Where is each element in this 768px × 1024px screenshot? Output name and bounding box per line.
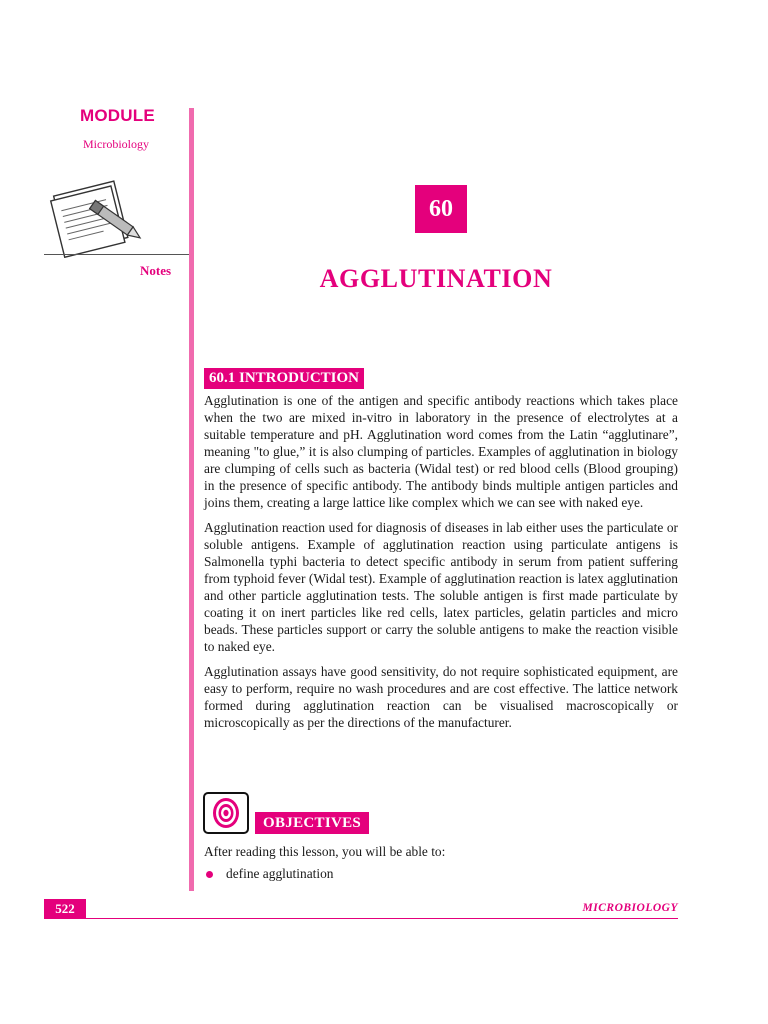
paragraph: Agglutination assays have good sensitivity, do not require sophisticated equipment, are easy to perform, require no wash procedures and are cost effective. The lattice network formed during agglutination reaction can be visualised macroscopically or microscopically as per the directions of the manufacturer. bbox=[204, 664, 678, 730]
footer-rule bbox=[86, 918, 678, 919]
objective-item: define agglutination bbox=[226, 866, 334, 881]
paragraph: Agglutination is one of the antigen and specific antibody reactions which takes place when the two are mixed in-vitro in laboratory in the presence of electrolytes at a suitable temperature and pH. Agglutination word comes from the Latin “agglutinare”, meaning "to glue,” it is also clumping of particles. Examples of agglutination in biology are clumping of cells such as bacteria (Widal test) or red blood cells (Blood grouping) in the presence of specific antibody. The antibody binds multiple antigen particles and joins them, creating a large lattice like complex which we can see with naked eye. bbox=[204, 393, 678, 510]
section-body bbox=[204, 392, 678, 739]
notes-divider bbox=[44, 254, 190, 255]
chapter-title: AGGLUTINATION bbox=[319, 264, 553, 293]
module-subject: Microbiology bbox=[83, 137, 149, 151]
chapter-number: 60 bbox=[415, 185, 467, 233]
objectives-intro: After reading this lesson, you will be able to: bbox=[204, 844, 446, 859]
section-heading: 60.1 INTRODUCTION bbox=[204, 368, 364, 389]
module-label: MODULE bbox=[80, 106, 155, 125]
margin-bar bbox=[189, 108, 194, 891]
target-icon bbox=[203, 792, 249, 834]
paragraph: Agglutination reaction used for diagnosis of diseases in lab either uses the particulate or soluble antigens. Example of agglutination reaction using particulate antigens is Salmonella typhi bacteria to detect specific antibody in serum from patient suffering from typhoid fever (Widal test). Example of agglutination reaction is latex agglutination and other particle agglutination tests. The soluble antigen is first made particulate by coating it on inert particles like red cells, latex particles, gelatin particles and micro beads. These particles support or carry the soluble antigens to make the reaction visible to naked eye. bbox=[204, 520, 678, 654]
page-number: 522 bbox=[44, 899, 86, 919]
notepad-pen-icon bbox=[40, 178, 150, 258]
notes-label: Notes bbox=[140, 263, 172, 278]
objectives-heading: OBJECTIVES bbox=[255, 812, 369, 834]
footer-subject: MICROBIOLOGY bbox=[582, 902, 678, 914]
bullet-icon bbox=[206, 871, 213, 878]
